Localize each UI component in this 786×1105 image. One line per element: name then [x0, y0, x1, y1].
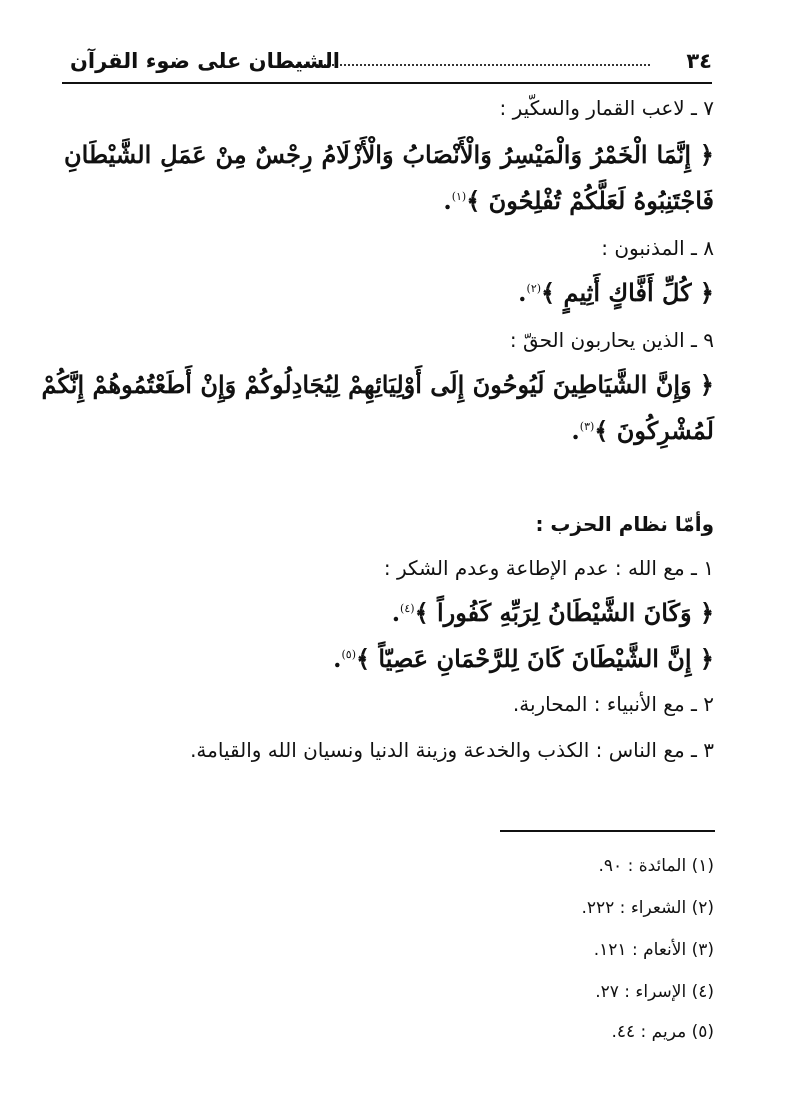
footnote-ref-2: (٢) [526, 282, 542, 295]
running-title: الشيطان على ضوء القرآن [70, 49, 340, 73]
quran-verse-1-line-1: ﴿ إِنَّمَا الْخَمْرُ وَالْمَيْسِرُ وَالْأَنْصَابُ وَالْأَزْلَامُ رِجْسٌ مِنْ عَمَلِ الشَّيْطَانِ [64, 140, 714, 169]
footnote-5: (٥) مريم : ٤٤. [611, 1022, 714, 1042]
footnote-ref-3: (٣) [579, 420, 595, 433]
footnote-2: (٢) الشعراء : ٢٢٢. [581, 898, 714, 918]
footnote-3: (٣) الأنعام : ١٢١. [593, 940, 714, 960]
verse-4-text: ﴿ وَكَانَ الشَّيْطَانُ لِرَبِّهِ كَفُوراً ﴾ [414, 598, 714, 627]
verse-3-text: لَمُشْرِكُونَ ﴾ [594, 416, 714, 445]
footnote-ref-5: (٥) [341, 648, 356, 661]
footnote-separator [500, 830, 715, 832]
list-item-8: ٨ ـ المذنبون : [601, 236, 714, 260]
list-item-9: ٩ ـ الذين يحاربون الحقّ : [509, 328, 714, 352]
verse-1-text: فَاجْتَنِبُوهُ لَعَلَّكُمْ تُفْلِحُونَ ﴾ [466, 186, 714, 215]
quran-verse-3-line-1: ﴿ وَإِنَّ الشَّيَاطِينَ لَيُوحُونَ إِلَى أَوْلِيَائِهِمْ لِيُجَادِلُوكُمْ وَإِنْ أَطَعْتُمُوهُمْ إِنَّكُمْ [41, 370, 714, 399]
quran-verse-5: ﴿ إِنَّ الشَّيْطَانَ كَانَ لِلرَّحْمَانِ عَصِيّاً ﴾$^{(٥)}$. [333, 644, 714, 673]
header-leader-dots [288, 50, 650, 66]
quran-verse-3-line-2: لَمُشْرِكُونَ ﴾$^{(٣)}$. [571, 416, 714, 445]
quran-verse-1-line-2: فَاجْتَنِبُوهُ لَعَلَّكُمْ تُفْلِحُونَ ﴾$^{(١)}$. [443, 186, 714, 215]
running-header [62, 44, 712, 84]
list-item-7: ٧ ـ لاعب القمار والسكّير : [499, 96, 714, 120]
footnote-4: (٤) الإسراء : ٢٧. [595, 982, 714, 1002]
quran-verse-2: ﴿ كُلِّ أَفَّاكٍ أَثِيمٍ ﴾$^{(٢)}$. [518, 278, 714, 307]
verse-2-text: ﴿ كُلِّ أَفَّاكٍ أَثِيمٍ ﴾ [541, 278, 714, 307]
sub-item-2: ٢ ـ مع الأنبياء : المحاربة. [512, 692, 714, 716]
footnote-1: (١) المائدة : ٩٠. [598, 856, 714, 876]
footnote-ref-4: (٤) [400, 602, 415, 615]
quran-verse-4: ﴿ وَكَانَ الشَّيْطَانُ لِرَبِّهِ كَفُوراً ﴾$^{(٤)}$. [391, 598, 714, 627]
section-heading: وأمّا نظام الحزب : [535, 512, 714, 536]
sub-item-1: ١ ـ مع الله : عدم الإطاعة وعدم الشكر : [383, 556, 714, 580]
sub-item-3: ٣ ـ مع الناس : الكذب والخدعة وزينة الدنيا ونسيان الله والقيامة. [190, 738, 714, 762]
footnote-ref-1: (١) [451, 190, 467, 203]
verse-5-text: ﴿ إِنَّ الشَّيْطَانَ كَانَ لِلرَّحْمَانِ عَصِيّاً ﴾ [355, 644, 714, 673]
page-number: ٣٤ [686, 49, 712, 73]
